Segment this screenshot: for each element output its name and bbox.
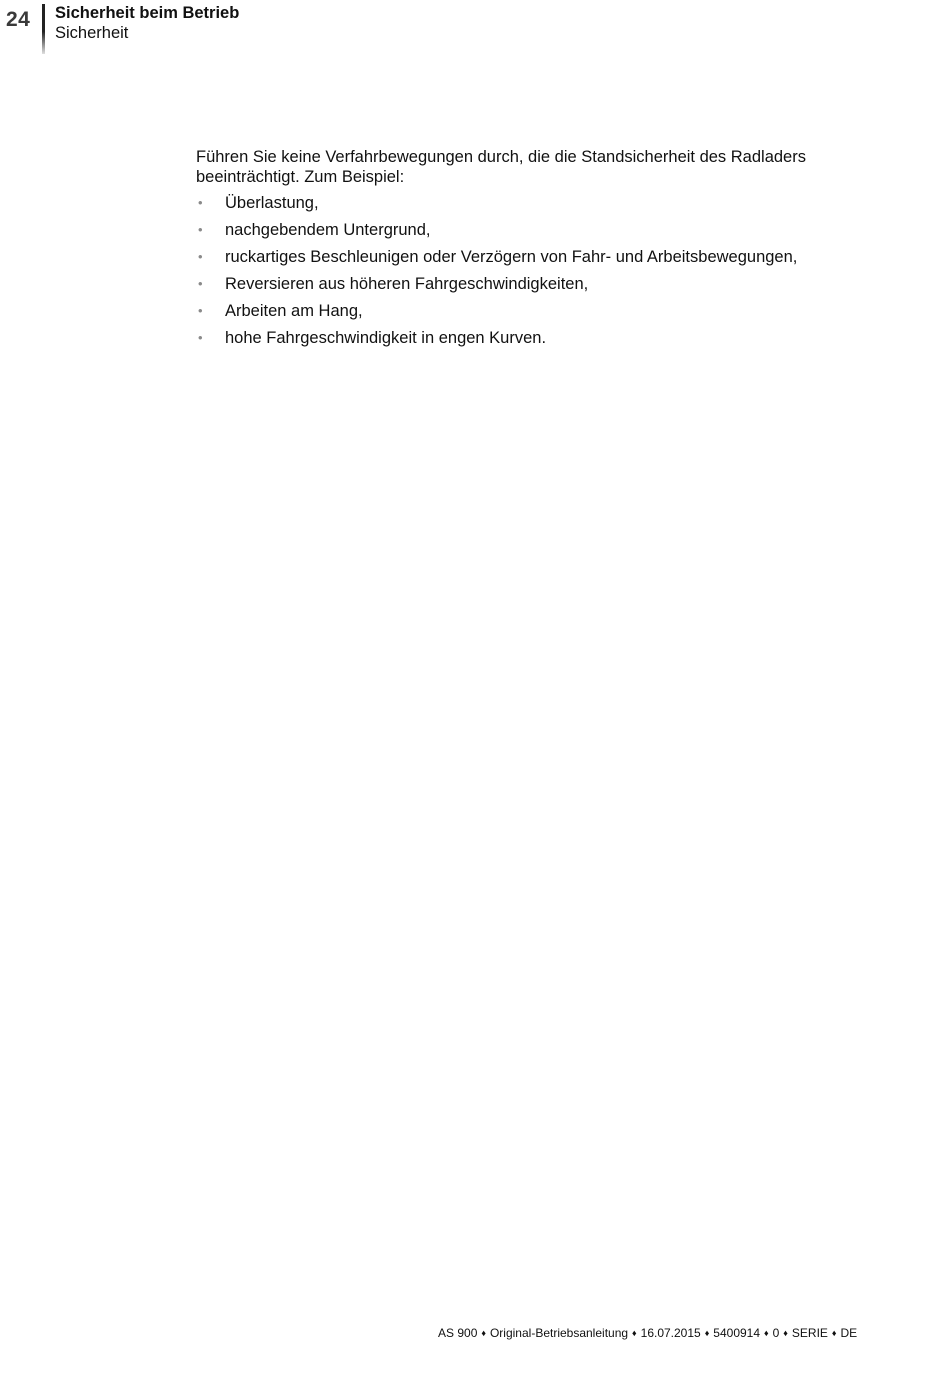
list-item-text: hohe Fahrgeschwindigkeit in engen Kurven. bbox=[225, 329, 547, 347]
bullet-icon: • bbox=[198, 276, 203, 291]
chapter-title: Sicherheit beim Betrieb bbox=[55, 4, 240, 22]
list-item-text: ruckartiges Beschleunigen oder Verzögern von Fahr- und Arbeitsbewegungen, bbox=[225, 248, 798, 266]
page-number: 24 bbox=[6, 8, 31, 31]
footer-separator-icon: ♦ bbox=[764, 1328, 769, 1338]
page-footer bbox=[438, 1326, 857, 1340]
footer-revision: 0 bbox=[772, 1326, 780, 1340]
list-item bbox=[196, 274, 876, 301]
list-item-text: Überlastung, bbox=[225, 194, 319, 212]
footer-language: DE bbox=[840, 1326, 858, 1340]
list-item bbox=[196, 247, 876, 274]
intro-paragraph: Führen Sie keine Verfahrbewegungen durch, die die Standsicherheit des Radladers beeinträchtigt. Zum Beispiel: bbox=[196, 148, 806, 186]
footer-separator-icon: ♦ bbox=[481, 1328, 486, 1338]
section-title: Sicherheit bbox=[55, 24, 129, 42]
bullet-icon: • bbox=[198, 330, 203, 345]
footer-model: AS 900 bbox=[438, 1326, 478, 1340]
footer-separator-icon: ♦ bbox=[783, 1328, 788, 1338]
footer-separator-icon: ♦ bbox=[831, 1328, 837, 1338]
footer-series: SERIE bbox=[791, 1326, 828, 1340]
footer-document: Original-Betriebsanleitung bbox=[489, 1326, 629, 1340]
footer-separator-icon: ♦ bbox=[704, 1328, 710, 1338]
list-item bbox=[196, 328, 876, 355]
header-divider bbox=[42, 4, 45, 54]
bullet-icon: • bbox=[198, 249, 203, 264]
list-item bbox=[196, 301, 876, 328]
bullet-list bbox=[196, 193, 876, 355]
list-item-text: Arbeiten am Hang, bbox=[225, 302, 363, 320]
footer-date: 16.07.2015 bbox=[640, 1326, 701, 1340]
bullet-icon: • bbox=[198, 195, 203, 210]
list-item-text: Reversieren aus höheren Fahrgeschwindigkeiten, bbox=[225, 275, 589, 293]
footer-doc-number: 5400914 bbox=[713, 1326, 761, 1340]
bullet-icon: • bbox=[198, 303, 203, 318]
main-content bbox=[196, 147, 876, 355]
list-item bbox=[196, 193, 876, 220]
page-header bbox=[55, 4, 239, 44]
list-item bbox=[196, 220, 876, 247]
bullet-icon: • bbox=[198, 222, 203, 237]
footer-separator-icon: ♦ bbox=[632, 1328, 637, 1338]
list-item-text: nachgebendem Untergrund, bbox=[225, 221, 431, 239]
